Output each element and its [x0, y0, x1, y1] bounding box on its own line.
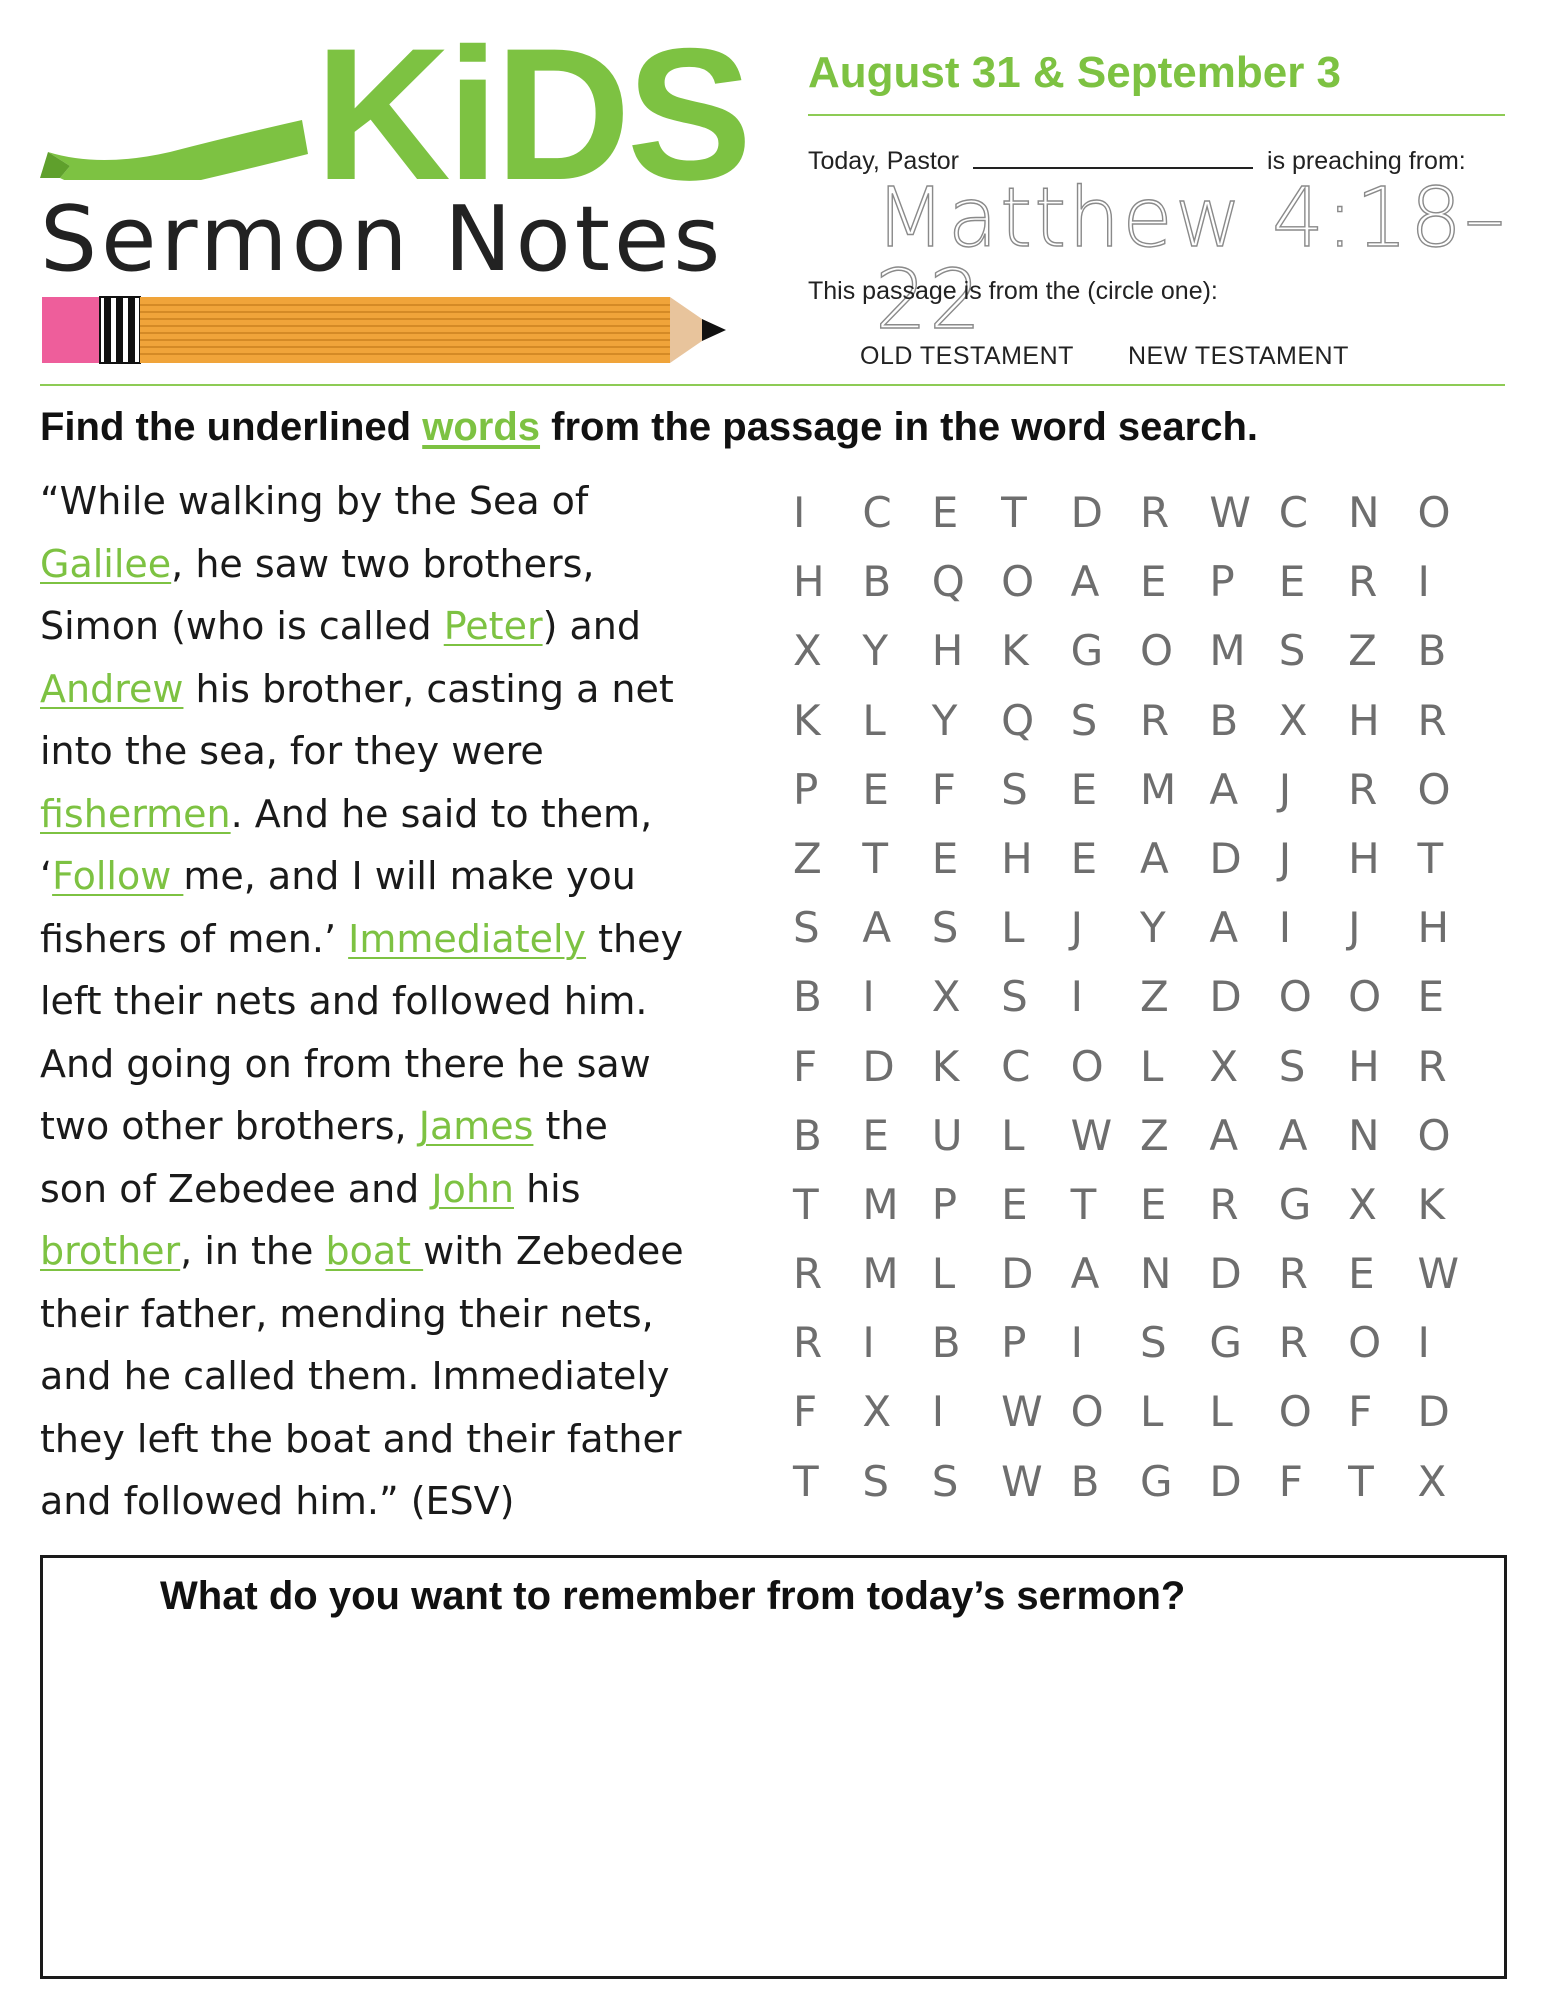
grid-letter[interactable]: X: [931, 972, 961, 1022]
grid-letter[interactable]: M: [1209, 626, 1246, 676]
underlined-word: James: [418, 1104, 534, 1148]
grid-letter[interactable]: R: [793, 1318, 823, 1368]
grid-row: [793, 695, 1493, 769]
grid-letter[interactable]: T: [793, 1456, 819, 1506]
grid-letter[interactable]: A: [1070, 1249, 1100, 1299]
grid-letter[interactable]: S: [793, 903, 820, 953]
grid-letter[interactable]: W: [1209, 488, 1251, 537]
grid-letter[interactable]: G: [1070, 626, 1104, 676]
scripture-line: [40, 845, 740, 908]
scripture-line: [40, 595, 740, 658]
scripture-text: left their nets and followed him.: [40, 979, 648, 1023]
grid-letter[interactable]: E: [862, 1110, 889, 1160]
scripture-line: [40, 1095, 740, 1158]
grid-letter[interactable]: T: [1348, 1456, 1374, 1506]
grid-letter[interactable]: T: [1070, 1179, 1097, 1229]
scripture-text: two other brothers,: [40, 1104, 419, 1148]
underlined-word: fishermen: [40, 791, 231, 836]
scripture-line: [40, 720, 740, 783]
grid-letter[interactable]: N: [1348, 1110, 1380, 1160]
summit-kids-logo: [40, 9, 749, 380]
scripture-text: they: [586, 916, 683, 961]
remember-box[interactable]: [40, 1555, 1507, 1979]
scripture-line: [40, 1220, 740, 1283]
underlined-word: John: [431, 1166, 514, 1211]
grid-letter[interactable]: J: [1070, 903, 1083, 953]
scripture-text: , in the: [180, 1229, 326, 1273]
grid-letter[interactable]: F: [793, 1387, 818, 1437]
grid-letter[interactable]: N: [1139, 1249, 1172, 1299]
grid-letter[interactable]: E: [1070, 833, 1098, 883]
scripture-text: they left the boat and their father: [40, 1416, 682, 1461]
grid-letter[interactable]: O: [1348, 1318, 1382, 1368]
grid-letter[interactable]: E: [1139, 1179, 1167, 1229]
scripture-text: And going on from there he saw: [40, 1041, 651, 1086]
pastor-prefix: Today, Pastor: [808, 147, 960, 175]
grid-letter[interactable]: X: [1278, 695, 1308, 745]
grid-letter[interactable]: P: [793, 764, 819, 814]
grid-row: [793, 1041, 1493, 1115]
grid-letter[interactable]: F: [931, 764, 956, 814]
grid-letter[interactable]: X: [793, 626, 822, 676]
grid-letter[interactable]: W: [1001, 1456, 1043, 1506]
underlined-word: Immediately: [348, 916, 587, 961]
underlined-word: Peter: [443, 604, 543, 648]
grid-row: [793, 488, 1493, 561]
grid-letter[interactable]: D: [1209, 972, 1242, 1022]
grid-letter[interactable]: R: [1278, 1249, 1308, 1299]
scripture-line: [40, 1158, 740, 1221]
grid-letter[interactable]: Z: [793, 833, 822, 883]
grid-letter[interactable]: W: [1070, 1110, 1113, 1160]
grid-letter[interactable]: R: [1278, 1318, 1308, 1368]
scripture-line: [40, 1470, 740, 1533]
grid-letter[interactable]: E: [1348, 1249, 1375, 1299]
passage-reference: Matthew 4:18–22: [875, 171, 1507, 348]
underlined-word: Andrew: [40, 666, 184, 711]
scripture-line: [40, 470, 740, 533]
scripture-text: ‘: [40, 854, 53, 898]
pastor-name-blank[interactable]: [973, 147, 1253, 169]
grid-letter[interactable]: E: [1001, 1179, 1028, 1229]
instruction-heading: [40, 405, 1258, 450]
grid-letter[interactable]: D: [1209, 1249, 1242, 1299]
grid-letter[interactable]: P: [1001, 1318, 1027, 1368]
scripture-text: “While walking by the Sea of: [40, 479, 589, 523]
grid-letter[interactable]: I: [793, 488, 806, 537]
grid-letter[interactable]: H: [1348, 695, 1380, 745]
grid-letter[interactable]: O: [1278, 1387, 1312, 1437]
grid-letter[interactable]: S: [1278, 1041, 1306, 1091]
grid-letter[interactable]: E: [1278, 557, 1306, 607]
grid-letter[interactable]: O: [1070, 1041, 1104, 1091]
grid-letter[interactable]: U: [931, 1110, 963, 1160]
scripture-line: [40, 908, 740, 971]
grid-letter[interactable]: J: [1278, 764, 1292, 814]
grid-letter[interactable]: C: [1278, 488, 1309, 537]
grid-letter[interactable]: D: [862, 1041, 895, 1091]
scripture-text: his: [513, 1166, 581, 1211]
grid-letter[interactable]: O: [1070, 1387, 1104, 1437]
grid-letter[interactable]: X: [1209, 1041, 1239, 1091]
grid-letter[interactable]: O: [1417, 764, 1451, 814]
scripture-text: and he called them. Immediately: [40, 1354, 670, 1398]
grid-letter[interactable]: B: [793, 972, 822, 1022]
scripture-text: his brother, casting a net: [183, 666, 674, 711]
grid-letter[interactable]: H: [1417, 903, 1450, 953]
grid-letter[interactable]: L: [1139, 1041, 1164, 1091]
grid-letter[interactable]: I: [862, 972, 875, 1022]
remember-question: What do you want to remember from today’s sermon?: [160, 1574, 1186, 1618]
scripture-text: with Zebedee: [423, 1229, 684, 1273]
grid-letter[interactable]: M: [862, 1249, 899, 1299]
grid-letter[interactable]: I: [1417, 1318, 1430, 1368]
grid-letter[interactable]: H: [1001, 833, 1033, 883]
grid-letter[interactable]: B: [1070, 1456, 1100, 1506]
grid-letter[interactable]: L: [1209, 1387, 1233, 1437]
grid-letter[interactable]: B: [1417, 626, 1447, 676]
grid-row: [793, 1249, 1493, 1322]
grid-letter[interactable]: L: [1001, 903, 1025, 953]
grid-letter[interactable]: S: [931, 1456, 959, 1506]
service-date: August 31 & September 3: [808, 48, 1342, 97]
grid-letter[interactable]: Y: [931, 695, 958, 745]
scripture-text: , he saw two brothers,: [171, 541, 595, 586]
grid-letter[interactable]: E: [862, 764, 889, 814]
grid-letter[interactable]: Y: [1139, 903, 1166, 953]
grid-letter[interactable]: D: [1001, 1249, 1034, 1299]
grid-letter[interactable]: S: [1070, 695, 1098, 745]
grid-letter[interactable]: E: [1070, 764, 1098, 814]
grid-letter[interactable]: C: [862, 488, 892, 537]
grid-letter[interactable]: T: [1417, 833, 1444, 883]
grid-letter[interactable]: W: [1417, 1249, 1460, 1299]
grid-letter[interactable]: R: [1417, 1041, 1447, 1091]
scripture-line: [40, 533, 740, 596]
grid-letter[interactable]: S: [1139, 1318, 1167, 1368]
grid-letter[interactable]: G: [1139, 1456, 1173, 1506]
grid-letter[interactable]: Y: [862, 626, 889, 676]
grid-letter[interactable]: A: [1139, 833, 1169, 883]
banner-text: SUMMIT: [95, 66, 253, 118]
sermon-notes-title: Sermon Notes: [40, 187, 725, 292]
grid-letter[interactable]: H: [1348, 1041, 1380, 1091]
grid-letter[interactable]: A: [1209, 903, 1239, 953]
grid-row: [793, 1387, 1493, 1460]
grid-row: [793, 1456, 1493, 1530]
grid-letter[interactable]: I: [931, 1387, 945, 1437]
grid-letter[interactable]: H: [793, 557, 825, 607]
instruction-highlight: words: [422, 405, 541, 449]
grid-letter[interactable]: Q: [931, 557, 965, 607]
new-testament-option[interactable]: NEW TESTAMENT: [1128, 342, 1349, 370]
grid-letter[interactable]: A: [862, 903, 892, 953]
grid-letter[interactable]: K: [1001, 626, 1029, 676]
grid-letter[interactable]: L: [862, 695, 886, 745]
grid-row: [793, 903, 1493, 976]
grid-letter[interactable]: P: [1209, 557, 1235, 607]
grid-letter[interactable]: B: [862, 557, 892, 607]
grid-letter[interactable]: F: [1278, 1456, 1303, 1506]
header-divider: [808, 114, 1505, 116]
grid-letter[interactable]: T: [793, 1179, 819, 1229]
grid-letter[interactable]: E: [931, 833, 959, 883]
grid-letter[interactable]: P: [931, 1179, 958, 1229]
grid-letter[interactable]: A: [1209, 1110, 1239, 1160]
grid-letter[interactable]: B: [1209, 695, 1239, 745]
grid-letter[interactable]: E: [1139, 557, 1167, 607]
scripture-text: and followed him.” (ESV): [40, 1479, 515, 1523]
grid-row: [793, 972, 1493, 1045]
grid-letter[interactable]: R: [793, 1249, 823, 1299]
instruction-after: from the passage in the word search.: [551, 405, 1258, 449]
scripture-text: Simon (who is called: [40, 604, 444, 648]
grid-letter[interactable]: K: [1417, 1179, 1446, 1229]
grid-letter[interactable]: R: [1209, 1179, 1239, 1229]
grid-row: [793, 1179, 1493, 1253]
grid-letter[interactable]: Z: [1348, 626, 1377, 676]
scripture-text: ) and: [542, 604, 641, 648]
grid-letter[interactable]: E: [931, 488, 959, 537]
grid-letter[interactable]: D: [1209, 1456, 1242, 1506]
scripture-line: [40, 970, 740, 1033]
grid-letter[interactable]: S: [1001, 764, 1028, 814]
grid-letter[interactable]: I: [1417, 557, 1430, 607]
scripture-line: [40, 783, 740, 846]
grid-letter[interactable]: Q: [1001, 695, 1035, 745]
grid-letter[interactable]: B: [931, 1318, 961, 1368]
underlined-word: boat: [325, 1229, 424, 1273]
grid-letter[interactable]: S: [931, 903, 959, 953]
pastor-suffix: is preaching from:: [1267, 147, 1466, 175]
grid-letter[interactable]: D: [1209, 833, 1242, 883]
grid-letter[interactable]: K: [931, 1041, 960, 1091]
scripture-text: fishers of men.’: [40, 916, 349, 961]
grid-row: [793, 1318, 1493, 1391]
grid-letter[interactable]: O: [1417, 1110, 1451, 1160]
section-divider: [40, 384, 1505, 386]
grid-letter[interactable]: T: [862, 833, 889, 883]
scripture-passage: [40, 470, 740, 1533]
grid-letter[interactable]: R: [1417, 695, 1447, 745]
scripture-text: son of Zebedee and: [40, 1166, 432, 1211]
grid-letter[interactable]: M: [862, 1179, 899, 1229]
grid-letter[interactable]: G: [1278, 1179, 1312, 1229]
grid-letter[interactable]: O: [1348, 972, 1382, 1022]
grid-letter[interactable]: C: [1001, 1041, 1031, 1091]
grid-letter[interactable]: O: [1278, 972, 1312, 1022]
grid-letter[interactable]: M: [1139, 764, 1177, 814]
grid-letter[interactable]: S: [1278, 626, 1306, 676]
grid-letter[interactable]: I: [862, 1318, 875, 1368]
circle-one-prompt: This passage is from the (circle one):: [808, 277, 1218, 305]
grid-letter[interactable]: I: [1278, 903, 1292, 953]
grid-letter[interactable]: J: [1348, 903, 1361, 953]
grid-letter[interactable]: L: [1139, 1387, 1164, 1437]
underlined-word: Follow: [52, 854, 184, 898]
grid-letter[interactable]: O: [1001, 557, 1035, 607]
word-search-grid: [793, 488, 1493, 1530]
grid-row: [793, 626, 1493, 699]
grid-row: [793, 764, 1493, 838]
scripture-text: their father, mending their nets,: [40, 1291, 654, 1336]
grid-letter[interactable]: E: [1417, 972, 1445, 1022]
grid-letter[interactable]: R: [1139, 488, 1170, 537]
grid-letter[interactable]: A: [1070, 557, 1100, 607]
underlined-word: Galilee: [40, 541, 172, 586]
grid-letter[interactable]: D: [1417, 1387, 1450, 1437]
grid-letter[interactable]: O: [1139, 626, 1174, 676]
grid-letter[interactable]: L: [1001, 1110, 1025, 1160]
grid-row: [793, 833, 1493, 907]
scripture-text: . And he said to them,: [230, 791, 653, 836]
grid-letter[interactable]: I: [1070, 972, 1083, 1022]
scripture-text: me, and I will make you: [183, 854, 636, 898]
pencil-icon: [42, 295, 742, 365]
scripture-text: the: [533, 1104, 608, 1148]
scripture-text: into the sea, for they were: [40, 729, 544, 773]
kids-logo-text: KiDS: [315, 9, 749, 219]
grid-row: [793, 1110, 1493, 1184]
grid-letter[interactable]: X: [1348, 1179, 1377, 1229]
grid-letter[interactable]: L: [931, 1249, 956, 1299]
grid-letter[interactable]: S: [862, 1456, 890, 1506]
grid-letter[interactable]: R: [1348, 764, 1378, 814]
instruction-before: Find the underlined: [40, 405, 412, 449]
grid-letter[interactable]: T: [1001, 488, 1027, 537]
grid-letter[interactable]: F: [1348, 1387, 1373, 1437]
scripture-line: [40, 1033, 740, 1096]
scripture-line: [40, 1283, 740, 1346]
grid-letter[interactable]: R: [1348, 557, 1378, 607]
grid-letter[interactable]: F: [793, 1041, 818, 1091]
grid-letter[interactable]: Z: [1139, 1110, 1169, 1160]
grid-letter[interactable]: B: [793, 1110, 822, 1160]
grid-letter[interactable]: A: [1209, 764, 1239, 814]
scripture-line: [40, 658, 740, 721]
grid-letter[interactable]: W: [1001, 1387, 1043, 1437]
grid-row: [793, 557, 1493, 630]
grid-letter[interactable]: S: [1001, 972, 1028, 1022]
grid-letter[interactable]: I: [1070, 1318, 1083, 1368]
grid-letter[interactable]: H: [931, 626, 964, 676]
grid-letter[interactable]: N: [1348, 488, 1380, 537]
grid-letter[interactable]: R: [1139, 695, 1170, 745]
grid-letter[interactable]: Z: [1139, 972, 1169, 1022]
grid-letter[interactable]: K: [793, 695, 821, 745]
grid-letter[interactable]: O: [1417, 488, 1451, 537]
underlined-word: brother: [40, 1229, 181, 1273]
grid-letter[interactable]: J: [1278, 833, 1292, 883]
grid-letter[interactable]: X: [1417, 1456, 1447, 1506]
scripture-line: [40, 1408, 740, 1471]
grid-letter[interactable]: G: [1209, 1318, 1242, 1368]
grid-letter[interactable]: X: [862, 1387, 892, 1437]
grid-letter[interactable]: H: [1348, 833, 1380, 883]
grid-letter[interactable]: D: [1070, 488, 1103, 537]
old-testament-option[interactable]: OLD TESTAMENT: [860, 342, 1074, 370]
scripture-line: [40, 1345, 740, 1408]
grid-letter[interactable]: A: [1278, 1110, 1308, 1160]
